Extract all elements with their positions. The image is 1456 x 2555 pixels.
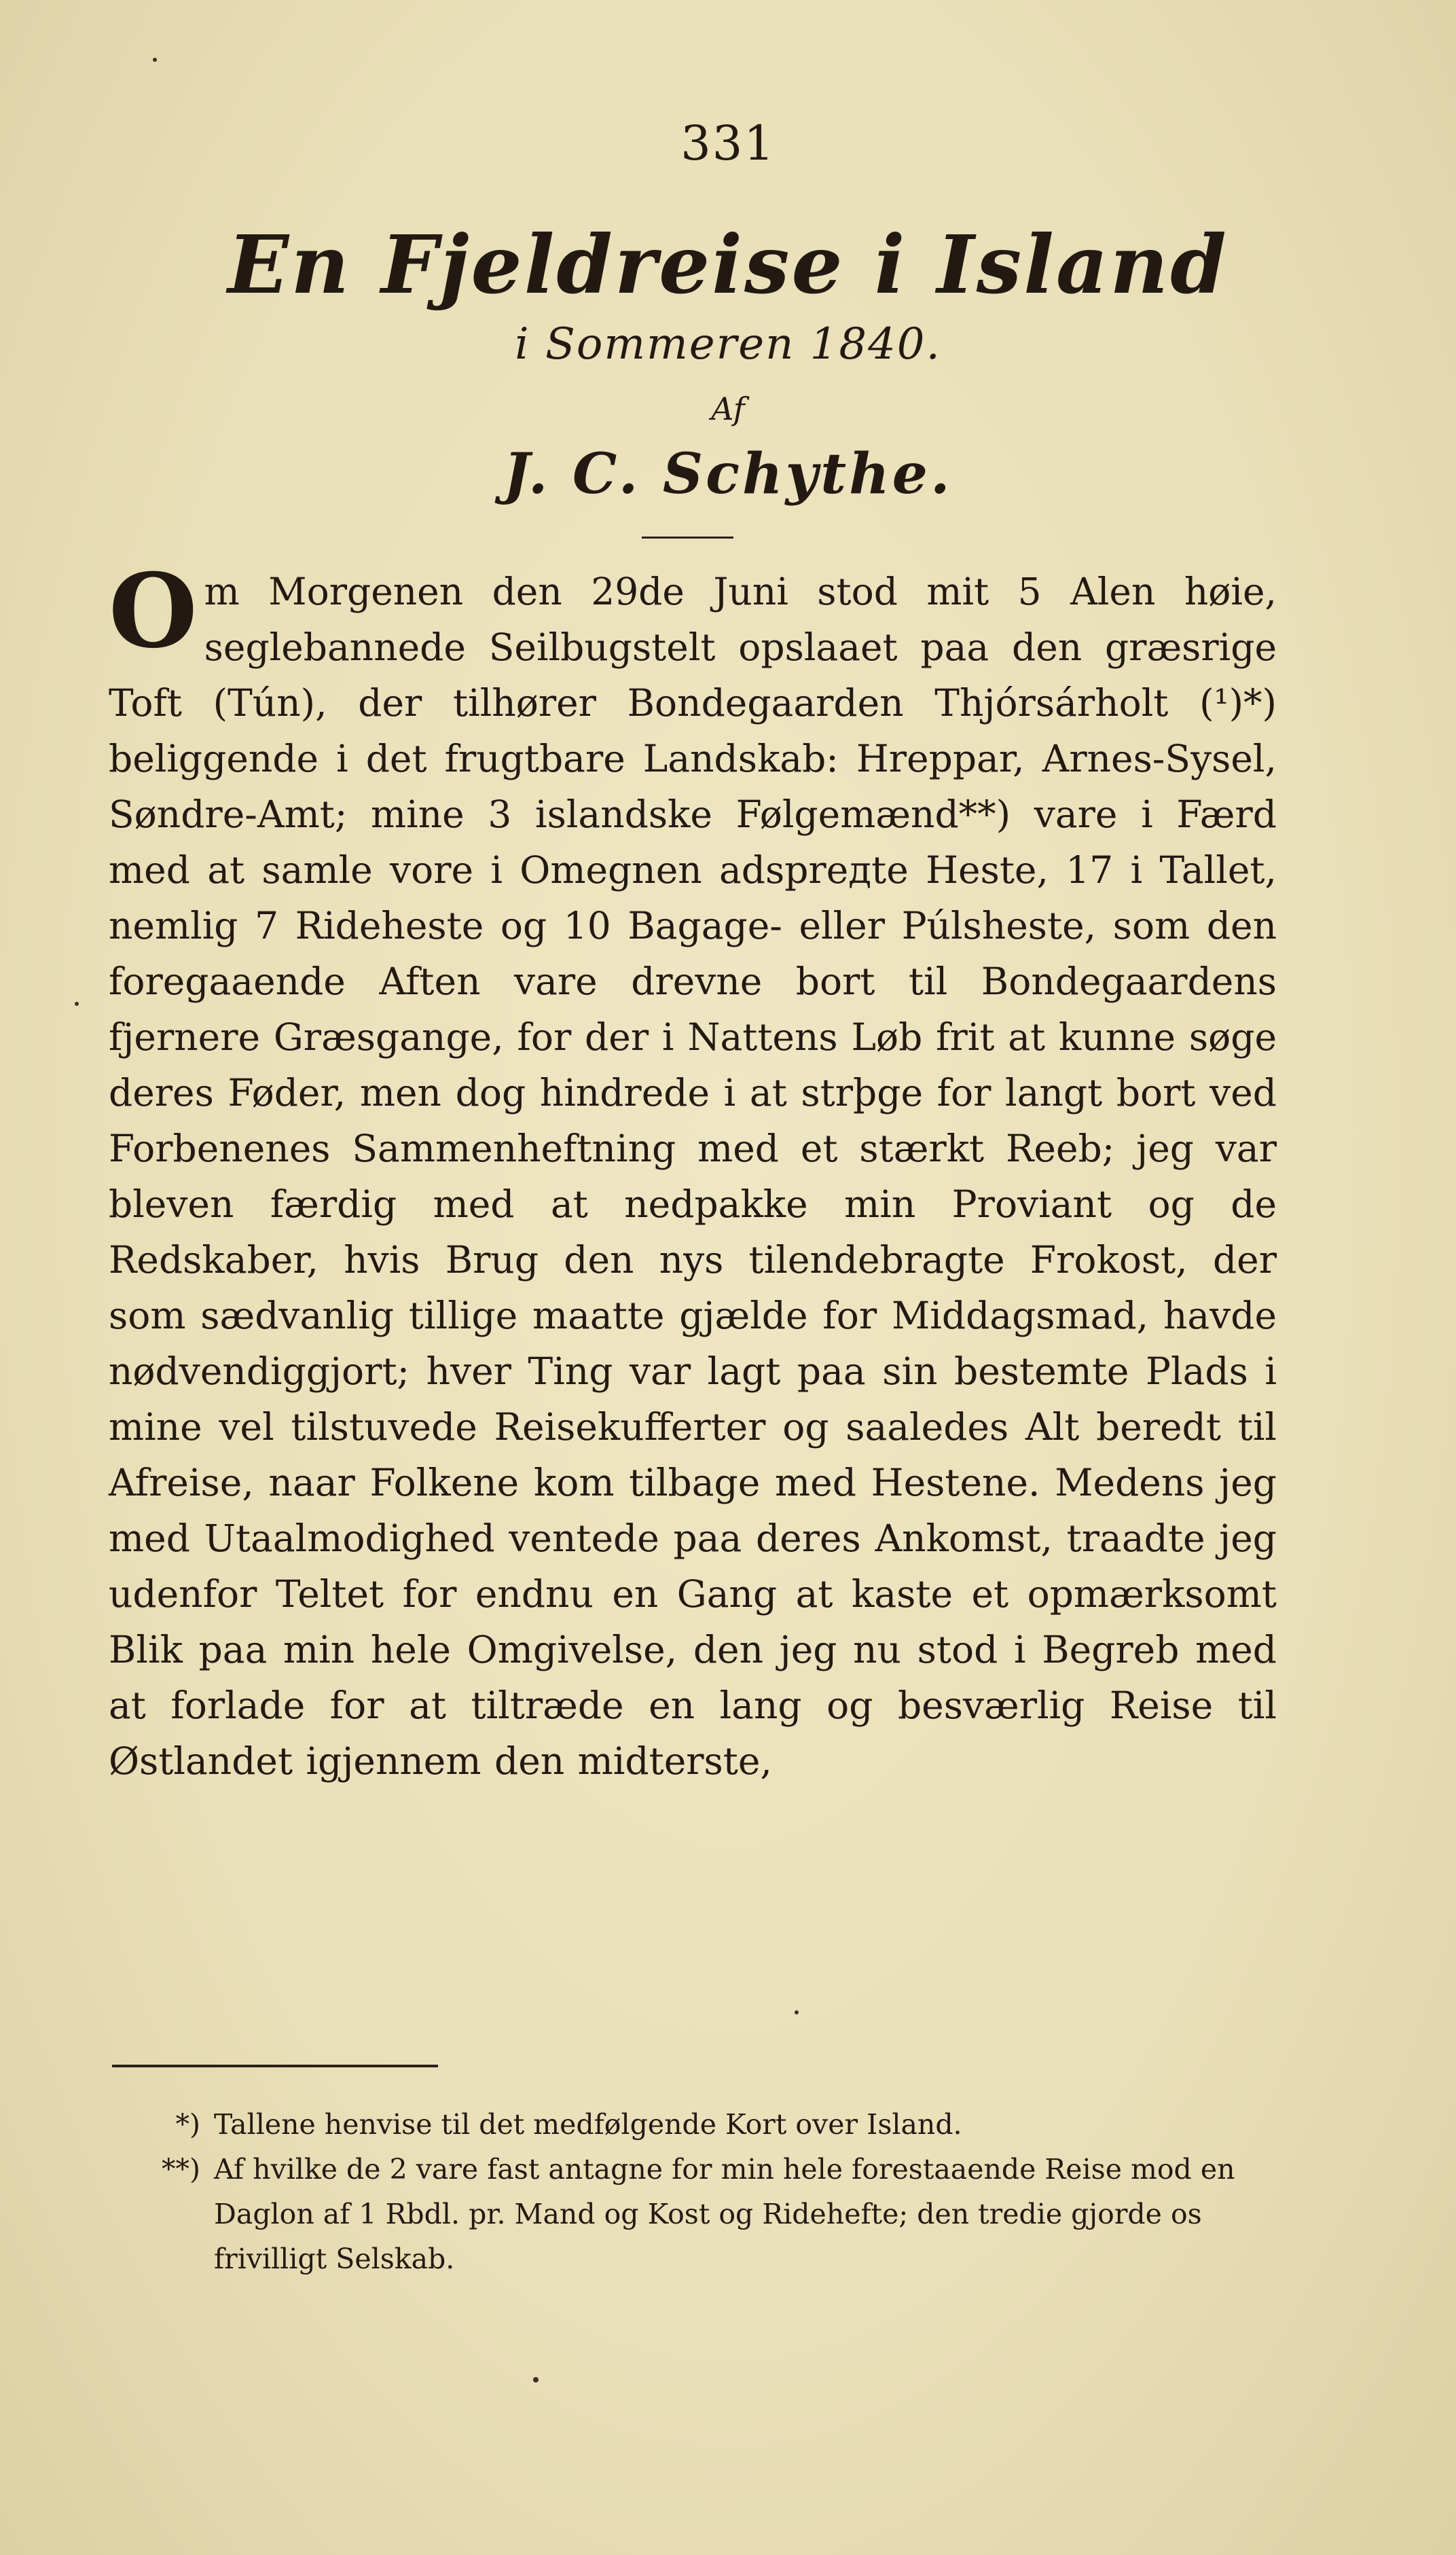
footnote-divider (112, 2065, 438, 2067)
footnotes (119, 2102, 1273, 2281)
page-number: 331 (680, 115, 776, 171)
paper-speck (75, 1002, 79, 1006)
footnote-1-mark: *) (175, 2108, 200, 2141)
footnote-2 (119, 2147, 1273, 2281)
footnote-1-text: Tallene henvise til det medfølgende Kort over Island. (214, 2108, 962, 2141)
byline-prefix: Af (711, 391, 745, 427)
body-text-content: m Morgenen den 29de Juni stod mit 5 Alen høie, seglebannede Seilbugstelt opslaaet paa den græsrige Toft (Tún), der tilhører Bondegaarden Thjórsárholt (¹)*) beliggende i det frugtbare Landskab: Hreppar, Arnes-Sysel, Søndre-Amt; mine 3 islandske Følgemænd**) vare i Færd med at samle vore i Omegnen adsprедte Heste, 17 i Tallet, nemlig 7 Rideheste og 10 Bagage- eller Púlsheste, som den foregaaende Aften vare drevne bort til Bondegaardens fjernere Græsgange, for der i Nattens Løb frit at kunne søge deres Føder, men dog hindrede i at strþge for langt bort ved Forbenenes Sammenheftning med et stærkt Reeb; jeg var bleven færdig med at nedpakke min Proviant og de Redskaber, hvis Brug den nys tilendebragte Frokost, der som sædvanlig tillige maatte gjælde for Middagsmad, havde nødvendiggjort; hver Ting var lagt paa sin bestemte Plads i mine vel tilstuvede Reisekufferter og saaledes Alt beredt til Afreise, naar Folkene kom tilbage med Hestene. Medens jeg med Utaalmodighed ventede paa deres Ankomst, traadte jeg udenfor Teltet for endnu en Gang at kaste et opmærksomt Blik paa min hele Omgivelse, den jeg nu stod i Begreb med at forlade for at tiltræde en lang og besværlig Reise til Østlandet igjennem den midterste, (109, 570, 1277, 1783)
footnote-2-text: Af hvilke de 2 vare fast antagne for min hele forestaaende Reise mod en Daglon af 1 Rbdl. pr. Mand og Kost og Ridehefte; den tredie gjorde os frivilligt Selskab. (214, 2153, 1235, 2275)
paper-speck (153, 58, 157, 62)
paper-speck (533, 2377, 539, 2382)
footnote-1 (119, 2102, 1273, 2147)
title-divider (642, 537, 733, 539)
paper-speck (795, 2010, 799, 2014)
footnote-2-mark: **) (162, 2153, 200, 2186)
chapter-subtitle: i Sommeren 1840. (515, 319, 941, 369)
body-paragraph (109, 551, 1277, 1789)
chapter-title: En Fjeldreise i Island (228, 217, 1228, 312)
drop-cap: O (109, 551, 198, 671)
author-name: J. C. Schythe. (503, 441, 953, 507)
